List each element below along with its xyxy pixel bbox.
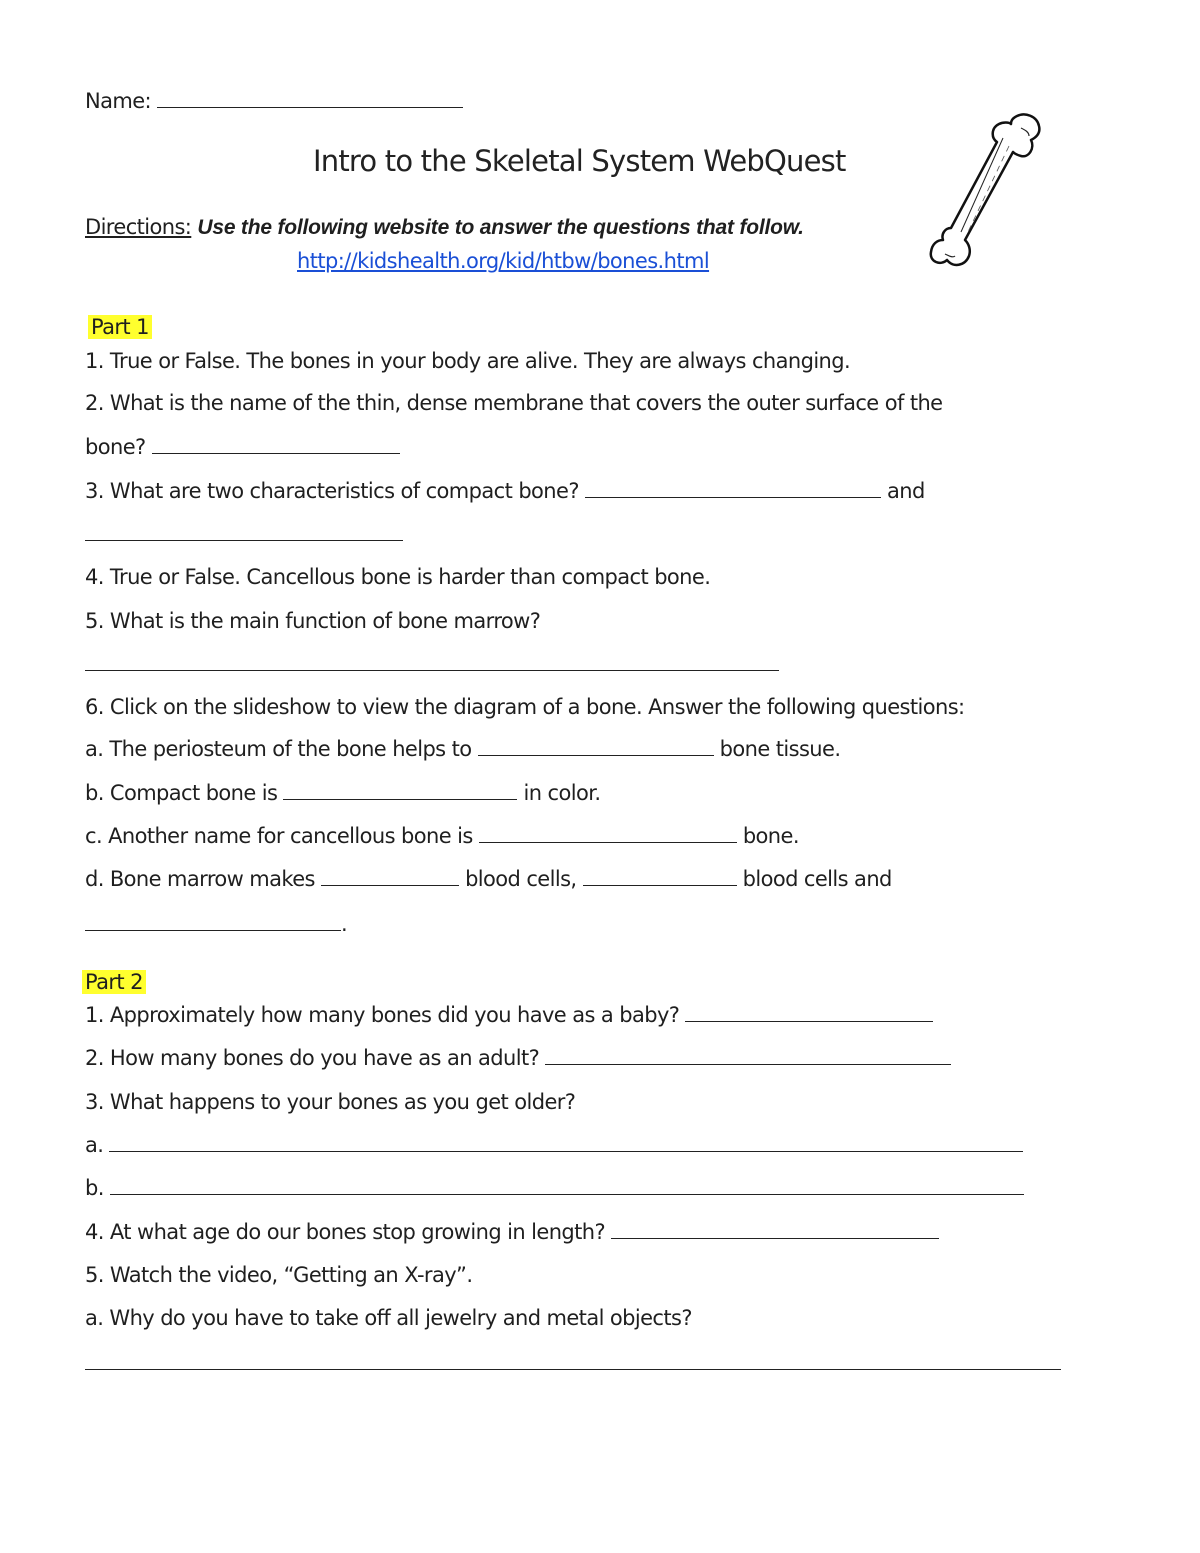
part2-q3b-label: b.: [85, 1176, 104, 1200]
part1-heading-line: [88, 313, 152, 341]
url-line: [297, 247, 709, 275]
bone-icon: [925, 108, 1050, 273]
part2-q5: 5. Watch the video, “Getting an X-ray”.: [85, 1263, 473, 1287]
part2-q1-text: 1. Approximately how many bones did you have as a baby?: [85, 1003, 680, 1027]
part2-q4-text: 4. At what age do our bones stop growing in length?: [85, 1220, 606, 1244]
part1-q2b: [85, 433, 400, 461]
part2-q2-blank[interactable]: [545, 1044, 951, 1065]
part1-q6c-pre: c. Another name for cancellous bone is: [85, 824, 473, 848]
part2-q3b-blank[interactable]: [110, 1174, 1024, 1195]
part1-q6b: [85, 779, 600, 807]
part1-q6a-pre: a. The periosteum of the bone helps to: [85, 737, 472, 761]
part1-q6d-blank-1[interactable]: [321, 865, 459, 886]
part1-q6d-pre: d. Bone marrow makes: [85, 867, 315, 891]
part2-heading-line: [82, 968, 146, 996]
part1-q6c-post: bone.: [742, 824, 799, 848]
website-link[interactable]: http://kidshealth.org/kid/htbw/bones.html: [297, 249, 710, 273]
part1-q6c-blank[interactable]: [479, 822, 737, 843]
part2-q3a-label: a.: [85, 1133, 104, 1157]
name-label: Name:: [85, 89, 152, 113]
directions: [85, 213, 804, 242]
part1-q3-blank-2[interactable]: [85, 520, 403, 541]
name-line: [85, 87, 463, 115]
part2-q5a-blank[interactable]: [85, 1349, 1061, 1370]
part1-q6d-mid1: blood cells,: [465, 867, 577, 891]
part1-q5: 5. What is the main function of bone marrow?: [85, 609, 541, 633]
part2-heading: Part 2: [82, 970, 146, 994]
part1-q6a-post: bone tissue.: [719, 737, 841, 761]
part1-q6b-post: in color.: [523, 781, 601, 805]
part1-q6d-blank-2[interactable]: [583, 865, 737, 886]
part1-q2-blank[interactable]: [152, 433, 400, 454]
part2-q1-blank[interactable]: [685, 1001, 933, 1022]
part1-q6d-line2: [85, 910, 347, 938]
part2-q4: [85, 1218, 939, 1246]
part1-q6a: [85, 735, 840, 763]
part2-q3a: [85, 1131, 1023, 1159]
part1-q6c: [85, 822, 799, 850]
part1-q6d: [85, 865, 892, 893]
part2-q3a-blank[interactable]: [109, 1131, 1023, 1152]
part1-q1: 1. True or False. The bones in your body are alive. They are always changing.: [85, 349, 851, 373]
part1-heading: Part 1: [88, 315, 152, 339]
part1-q2b-text: bone?: [85, 435, 146, 459]
name-blank[interactable]: [157, 87, 463, 108]
part2-q5a-line: [85, 1349, 1061, 1377]
part1-q4: 4. True or False. Cancellous bone is harder than compact bone.: [85, 565, 711, 589]
directions-label: Directions:: [85, 215, 192, 239]
part1-q3: [85, 477, 925, 505]
part2-q3: 3. What happens to your bones as you get older?: [85, 1090, 576, 1114]
part1-q6b-blank[interactable]: [283, 779, 517, 800]
part1-q6d-mid2: blood cells and: [742, 867, 892, 891]
part1-q3-text: 3. What are two characteristics of compact bone?: [85, 479, 579, 503]
part1-q3-line2: [85, 520, 403, 548]
part2-q4-blank[interactable]: [611, 1218, 939, 1239]
part2-q2-text: 2. How many bones do you have as an adult?: [85, 1046, 540, 1070]
part1-q3-and: and: [887, 479, 925, 503]
page-title: Intro to the Skeletal System WebQuest: [313, 144, 846, 178]
part1-q2a: 2. What is the name of the thin, dense membrane that covers the outer surface of the: [85, 391, 943, 415]
part2-q3b: [85, 1174, 1024, 1202]
part1-q5-blank[interactable]: [85, 650, 779, 671]
part1-q6a-blank[interactable]: [478, 735, 714, 756]
part1-q5-line: [85, 650, 779, 678]
part2-q5a: a. Why do you have to take off all jewelry and metal objects?: [85, 1306, 692, 1330]
directions-text: Use the following website to answer the questions that follow.: [197, 216, 804, 239]
part2-q2: [85, 1044, 951, 1072]
part1-q6b-pre: b. Compact bone is: [85, 781, 278, 805]
part1-q6: 6. Click on the slideshow to view the diagram of a bone. Answer the following questions:: [85, 695, 965, 719]
part1-q3-blank-1[interactable]: [585, 477, 881, 498]
part1-q6d-end: .: [341, 912, 348, 936]
part2-q1: [85, 1001, 933, 1029]
part1-q6d-blank-3[interactable]: [85, 910, 341, 931]
